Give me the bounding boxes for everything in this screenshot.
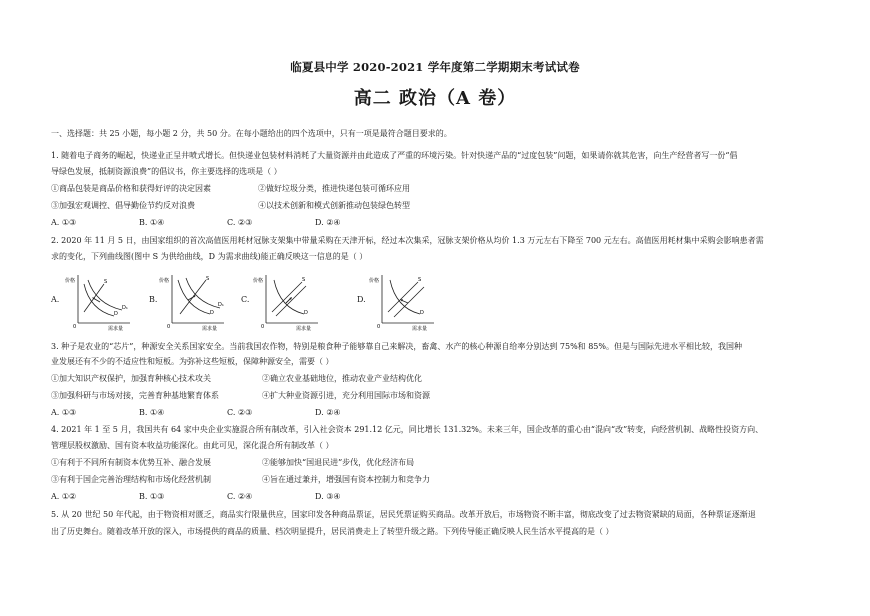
section-instruction: 一、选择题：共 25 小题，每小题 2 分，共 50 分。在每小题给出的四个选项中，只有一项是最符合题目要求的。 — [51, 129, 452, 138]
q1-option-4: ④以技术创新和模式创新推动包装绿色转型 — [258, 201, 410, 210]
graph-a-s-label: S — [104, 279, 108, 285]
graph-c-d-label: D — [304, 310, 308, 316]
graph-d-xlabel: 需求量 — [412, 326, 428, 332]
graph-b-ylabel: 价格 — [159, 278, 170, 284]
q4-answer-d: D. ③④ — [315, 492, 341, 501]
q1-answer-c: C. ②③ — [227, 218, 253, 227]
graph-b-d-label: D — [210, 310, 214, 316]
q4-option-1: ①有利于不同所有制资本优势互补、融合发展 — [51, 458, 211, 467]
graph-b-xlabel: 需求量 — [202, 326, 218, 332]
graph-c-ylabel: 价格 — [253, 278, 264, 284]
q1-stem-line1: 1. 随着电子商务的崛起，快递业正呈井喷式增长。但快递业包装材料消耗了大量资源并由此造成了严重的环境污染。针对快递产品的“过度包装”问题，如果请你就其危害，向生产经营者写一份“倡 — [51, 151, 738, 160]
q3-option-3: ③加强科研与市场对接，完善育种基地繁育体系 — [51, 391, 219, 400]
q1-answer-b: B. ①④ — [139, 218, 165, 227]
q1-answer-d: D. ②④ — [315, 218, 341, 227]
q4-option-2: ②能够加快“国退民进”步伐，优化经济布局 — [262, 458, 415, 467]
graph-d-origin: 0 — [377, 324, 381, 330]
graph-c-origin: 0 — [261, 324, 265, 330]
q3-stem-line2: 业发展还有不少的不适应性和短板。为弥补这些短板，保障种源安全，需要（ ） — [51, 357, 334, 366]
graph-b-d1-label: D₁ — [218, 302, 224, 308]
graph-c-supply-1 — [276, 286, 306, 316]
q1-option-2: ②做好垃圾分类，推进快递包装可循环应用 — [258, 184, 410, 193]
q1-option-1: ①商品包装是商品价格和获得好评的决定因素 — [51, 184, 211, 193]
q2-graph-a — [64, 270, 136, 332]
q4-stem-line1: 4. 2021 年 1 至 5 月，我国共有 64 家中央企业实施混合所有制改革，引入社会资本 291.12 亿元，同比增长 131.32%。未来三年，国企改革的重心由“混向“改”转变，向经营机制、战略性投资方向、 — [51, 425, 764, 434]
graph-d-s-label: S — [418, 277, 422, 283]
graph-a-ylabel: 价格 — [65, 278, 76, 284]
q2-graph-c — [252, 270, 324, 332]
q4-answer-c: C. ②④ — [227, 492, 253, 501]
graph-c-s-label: S — [302, 277, 306, 283]
q3-answer-a: A. ①③ — [51, 408, 77, 417]
q3-answer-c: C. ②③ — [227, 408, 253, 417]
graph-b-s-label: S — [206, 276, 210, 282]
q1-option-3: ③加强宏观调控、倡导勤俭节约反对浪费 — [51, 201, 195, 210]
exam-title: 临夏县中学 2020-2021 学年度第二学期期末考试试卷 — [290, 60, 580, 74]
graph-a-demand-d — [84, 284, 114, 316]
q4-answer-b: B. ①③ — [139, 492, 165, 501]
q5-stem-line1: 5. 从 20 世纪 50 年代起，由于物资相对匮乏，商品实行限量供应，国家印发各种商品票证，居民凭票证购买商品。改革开放后，市场物资不断丰富，彻底改变了过去物资紧缺的局面，各种票证逐渐退 — [51, 510, 756, 519]
q2-stem-line2: 求的变化，下列曲线图(图中 S 为供给曲线，D 为需求曲线)能正确反映这一信息的是（ ） — [51, 252, 368, 261]
q2-graph-label-b: B. — [149, 295, 158, 304]
q1-stem-line2: 导绿色发展，抵制资源浪费”的倡议书，你主要选择的选项是（ ） — [51, 167, 282, 176]
q3-stem-line1: 3. 种子是农业的“芯片”，种源安全关系国家安全。当前我国农作物，特别是粮食种子能够靠自己来解决，畜禽、水产的核心种源自给率分别达到 75%和 85%。但是与国际先进水平相比较，我国种 — [51, 342, 742, 351]
q3-answer-d: D. ②④ — [315, 408, 341, 417]
q3-option-1: ①加大知识产权保护，加强育种核心技术攻关 — [51, 374, 211, 383]
q3-option-4: ④扩大种业资源引进，充分利用国际市场和资源 — [262, 391, 430, 400]
q1-answer-a: A. ①③ — [51, 218, 77, 227]
q2-graph-label-c: C. — [241, 295, 250, 304]
q3-option-2: ②确立农业基础地位，推动农业产业结构优化 — [262, 374, 422, 383]
graph-c-demand-d — [274, 280, 304, 314]
graph-a-xlabel: 需求量 — [108, 326, 124, 332]
exam-subtitle: 高二 政治（A 卷） — [353, 88, 517, 109]
q2-graph-label-d: D. — [357, 295, 366, 304]
graph-a-d-label: D — [114, 311, 118, 317]
q4-option-3: ③有利于国企完善治理结构和市场化经营机制 — [51, 475, 211, 484]
q4-option-4: ④旨在通过兼并，增强国有资本控制力和竞争力 — [262, 475, 430, 484]
graph-c-xlabel: 需求量 — [296, 326, 312, 332]
q2-graph-label-a: A. — [51, 295, 60, 304]
graph-c-supply — [272, 282, 302, 312]
graph-b-origin: 0 — [167, 324, 171, 330]
graph-d-ylabel: 价格 — [369, 278, 380, 284]
q3-answer-b: B. ①④ — [139, 408, 165, 417]
q2-graph-d — [368, 270, 440, 332]
graph-a-d1-label: D₁ — [122, 305, 128, 311]
q2-stem-line1: 2. 2020 年 11 月 5 日，由国家组织的首次高值医用耗材冠脉支架集中带量采购在天津开标，经过本次集采，冠脉支架价格从均价 1.3 万元左右下降至 700 元左右。高值医用耗材集中采购会影响患者需 — [51, 236, 764, 245]
graph-a-origin: 0 — [73, 324, 77, 330]
graph-d-demand-d — [390, 280, 420, 314]
q4-stem-line2: 管理层股权激励、国有资本收益功能深化。由此可见，深化混合所有制改革（ ） — [51, 441, 334, 450]
graph-d-d-label: D — [420, 310, 424, 316]
q4-answer-a: A. ①② — [51, 492, 77, 501]
q2-graph-b — [158, 270, 230, 332]
q5-stem-line2: 出了历史舞台。随着改革开放的深入，市场提供的商品的质量、档次明显提升，居民消费走上了转型升级之路。下列传导能正确反映人民生活水平提高的是（ ） — [51, 527, 614, 536]
